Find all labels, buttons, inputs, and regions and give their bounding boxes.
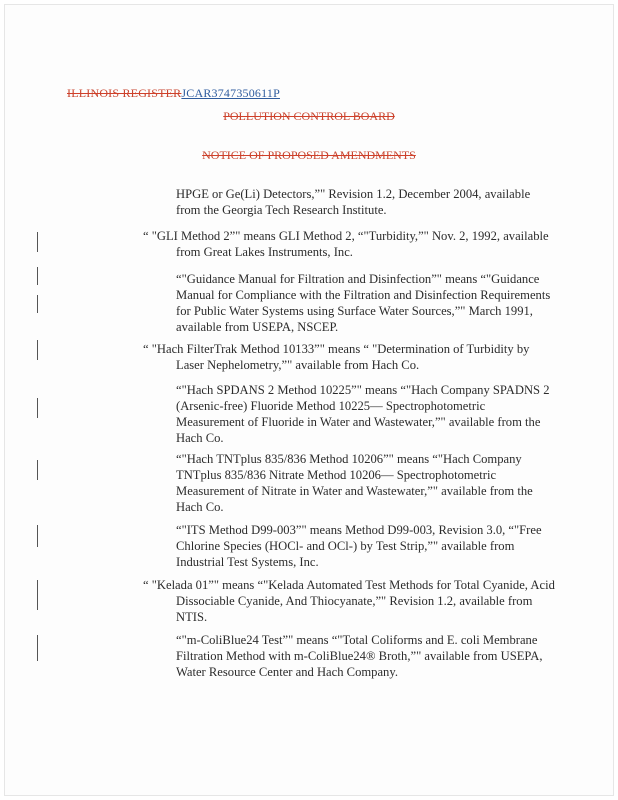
text-line: TNTplus 835/836 Nitrate Method 10206— Spectrophotometric: [176, 468, 497, 482]
text-line: Chlorine Species (HOCl- and OCl-) by Test Strip,”" available from: [176, 539, 515, 553]
document-page: [4, 4, 614, 796]
change-bar: [37, 580, 38, 610]
text-line: from the Georgia Tech Research Institute.: [176, 203, 387, 217]
text-line: “ "Hach FilterTrak Method 10133”" means “ "Determination of Turbidity by: [143, 342, 530, 356]
paragraph-hpge: [176, 186, 576, 218]
text-line: Water Resource Center and Hach Company.: [176, 665, 398, 679]
text-line: HPGE or Ge(Li) Detectors,”" Revision 1.2, December 2004, available: [176, 187, 531, 201]
change-bar: [37, 267, 38, 285]
text-line: “"ITS Method D99-003”" means Method D99-003, Revision 3.0, “"Free: [176, 523, 542, 537]
paragraph-m-coliblue24: [176, 632, 581, 680]
text-line: “ "GLI Method 2”" means GLI Method 2, “"Turbidity,”" Nov. 2, 1992, available: [143, 229, 549, 243]
text-line: for Public Water Systems using Surface Water Sources,”" March 1991,: [176, 304, 533, 318]
register-struck-text: ILLINOIS REGISTER: [67, 86, 182, 100]
board-title: POLLUTION CONTROL BOARD: [223, 109, 395, 123]
register-inserted-text: JCAR3747350611P: [181, 86, 280, 100]
paragraph-gli-method: [143, 228, 583, 260]
paragraph-hach-filtertrak: [143, 341, 583, 373]
text-line: Laser Nephelometry,”" available from Hach Co.: [176, 358, 420, 372]
text-line: “"Hach SPDANS 2 Method 10225”" means “"Hach Company SPADNS 2: [176, 383, 550, 397]
paragraph-hach-tntplus: [176, 451, 581, 515]
text-line: Measurement of Nitrate in Water and Wastewater,”" available from the: [176, 484, 533, 498]
text-line: Measurement of Fluoride in Water and Wastewater,”" available from the: [176, 415, 541, 429]
change-bar: [37, 460, 38, 480]
change-bar: [37, 340, 38, 360]
text-line: Hach Co.: [176, 500, 224, 514]
notice-title: NOTICE OF PROPOSED AMENDMENTS: [202, 148, 416, 162]
change-bar: [37, 295, 38, 313]
paragraph-its-method: [176, 522, 581, 570]
paragraph-guidance-manual: [176, 271, 581, 335]
text-line: “"m-ColiBlue24 Test”" means “"Total Coliforms and E. coli Membrane: [176, 633, 538, 647]
text-line: NTIS.: [176, 610, 208, 624]
text-line: from Great Lakes Instruments, Inc.: [176, 245, 353, 259]
text-line: Industrial Test Systems, Inc.: [176, 555, 319, 569]
paragraph-kelada: [143, 577, 583, 625]
change-bar: [37, 635, 38, 661]
register-header: [67, 86, 280, 101]
change-bar: [37, 398, 38, 418]
text-line: Manual for Compliance with the Filtration and Disinfection Requirements: [176, 288, 551, 302]
paragraph-hach-spadns: [176, 382, 581, 446]
text-line: “"Hach TNTplus 835/836 Method 10206”" means “"Hach Company: [176, 452, 522, 466]
text-line: Hach Co.: [176, 431, 224, 445]
text-line: (Arsenic-free) Fluoride Method 10225— Spectrophotometric: [176, 399, 486, 413]
change-bar: [37, 232, 38, 252]
text-line: Dissociable Cyanide, And Thiocyanate,”" Revision 1.2, available from: [176, 594, 533, 608]
text-line: “ "Kelada 01”" means “"Kelada Automated Test Methods for Total Cyanide, Acid: [143, 578, 555, 592]
text-line: Filtration Method with m-ColiBlue24® Broth,”" available from USEPA,: [176, 649, 543, 663]
text-line: “"Guidance Manual for Filtration and Disinfection”" means “"Guidance: [176, 272, 540, 286]
text-line: available from USEPA, NSCEP.: [176, 320, 339, 334]
change-bar: [37, 525, 38, 547]
